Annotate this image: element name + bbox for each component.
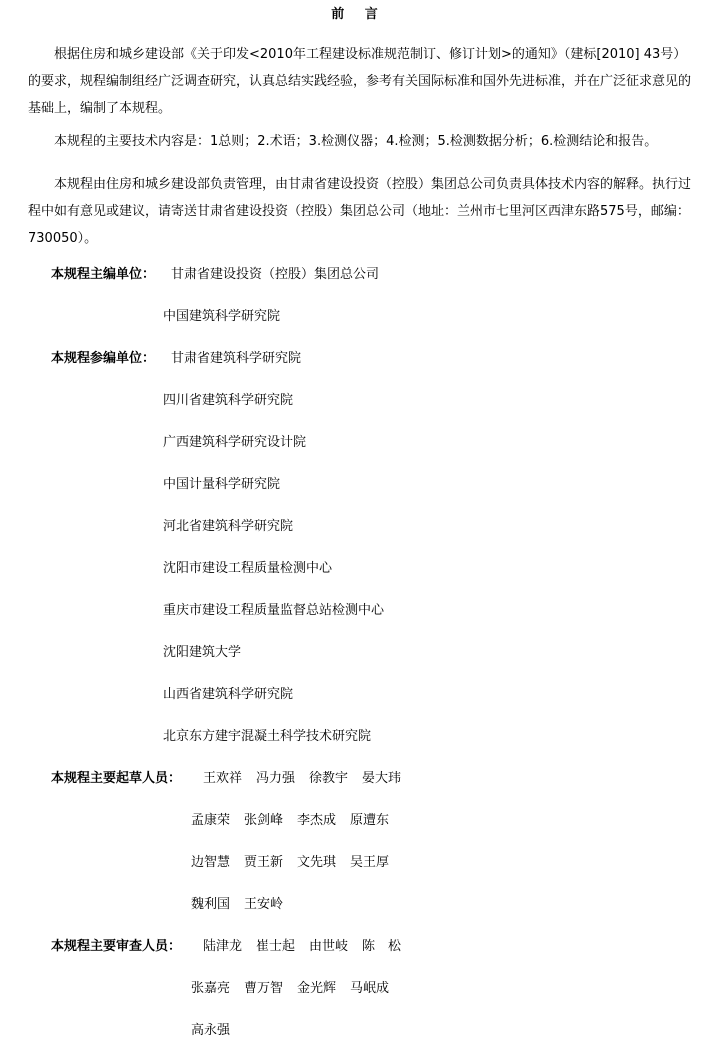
person-name: 王欢祥 xyxy=(203,771,243,786)
participant-unit: 沈阳市建设工程质量检测中心 xyxy=(163,561,333,576)
drafters-row xyxy=(191,851,403,870)
chief-editor-unit: 中国建筑科学研究院 xyxy=(163,309,281,324)
person-name: 晏大玮 xyxy=(362,771,402,786)
person-name: 陆津龙 xyxy=(203,939,243,954)
participants-label: 本规程参编单位： xyxy=(51,351,156,366)
participant-unit: 中国计量科学研究院 xyxy=(163,477,281,492)
reviewers-row xyxy=(191,977,403,996)
reviewers-row xyxy=(191,1019,244,1038)
person-name: 原遭东 xyxy=(350,813,390,828)
person-name: 张嘉亮 xyxy=(191,981,231,996)
person-name: 李杰成 xyxy=(297,813,337,828)
participant-unit: 河北省建筑科学研究院 xyxy=(163,519,294,534)
person-name: 高永强 xyxy=(191,1023,231,1038)
participant-unit: 北京东方建宇混凝土科学技术研究院 xyxy=(163,729,372,744)
page-title: 前 言 xyxy=(331,7,386,22)
reviewers-row xyxy=(203,935,415,954)
participant-unit: 四川省建筑科学研究院 xyxy=(163,393,294,408)
participant-unit: 山西省建筑科学研究院 xyxy=(163,687,294,702)
person-name: 陈 松 xyxy=(362,939,402,954)
participant-unit: 广西建筑科学研究设计院 xyxy=(163,435,307,450)
content-summary-paragraph: 本规程的主要技术内容是：1总则；2.术语；3.检测仪器；4.检测；5.检测数据分析；6.检测结论和报告。 xyxy=(54,134,658,149)
chief-editor-unit: 甘肃省建设投资（控股）集团总公司 xyxy=(171,267,380,282)
participant-unit: 沈阳建筑大学 xyxy=(163,645,242,660)
drafters-row xyxy=(191,809,403,828)
chief-editor-label: 本规程主编单位： xyxy=(51,267,156,282)
drafters-label: 本规程主要起草人员： xyxy=(51,771,182,786)
person-name: 孟康荣 xyxy=(191,813,231,828)
person-name: 魏利国 xyxy=(191,897,231,912)
person-name: 曹万智 xyxy=(244,981,284,996)
person-name: 贾王新 xyxy=(244,855,284,870)
person-name: 冯力强 xyxy=(256,771,296,786)
reviewers-label: 本规程主要审查人员： xyxy=(51,939,182,954)
person-name: 马岷成 xyxy=(350,981,390,996)
person-name: 边智慧 xyxy=(191,855,231,870)
drafters-row xyxy=(191,893,297,912)
person-name: 由世岐 xyxy=(309,939,349,954)
person-name: 吴王厚 xyxy=(350,855,390,870)
participant-unit: 甘肃省建筑科学研究院 xyxy=(171,351,302,366)
management-paragraph: 本规程由住房和城乡建设部负责管理，由甘肃省建设投资（控股）集团总公司负责具体技术内容的解释。执行过程中如有意见或建议，请寄送甘肃省建设投资（控股）集团总公司（地址：兰州市七里河区西津东路575号，邮编：730050）。 xyxy=(28,177,692,246)
person-name: 张剑峰 xyxy=(244,813,284,828)
drafters-row xyxy=(203,767,415,786)
person-name: 王安岭 xyxy=(244,897,284,912)
intro-paragraph: 根据住房和城乡建设部《关于印发<2010年工程建设标准规范制订、修订计划>的通知》（建标[2010] 43号）的要求，规程编制组经广泛调查研究，认真总结实践经验，参考有关国际标准和国外先进标准，并在广泛征求意见的基础上，编制了本规程。 xyxy=(28,47,692,116)
participant-unit: 重庆市建设工程质量监督总站检测中心 xyxy=(163,603,385,618)
person-name: 文先琪 xyxy=(297,855,337,870)
person-name: 徐教宇 xyxy=(309,771,349,786)
person-name: 崔士起 xyxy=(256,939,296,954)
person-name: 金光辉 xyxy=(297,981,337,996)
